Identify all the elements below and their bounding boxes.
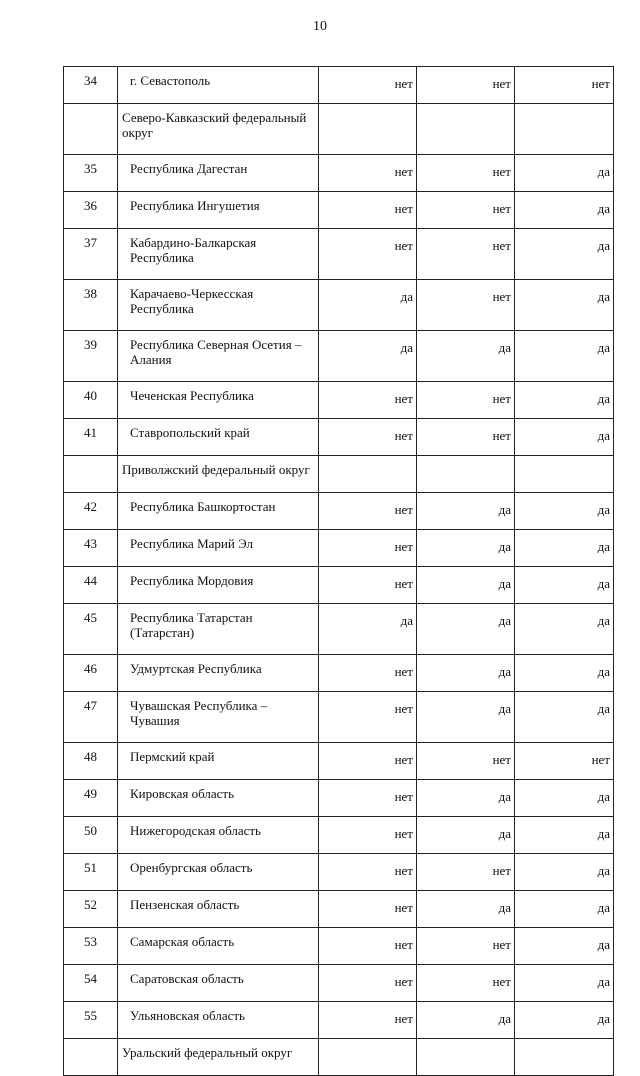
value-cell-1: нет <box>319 1002 417 1039</box>
table-row <box>64 155 614 192</box>
table-row <box>64 965 614 1002</box>
value-cell-3: да <box>515 780 614 817</box>
value-cell-1: да <box>319 280 417 331</box>
region-name-cell: Ставропольский край <box>118 419 319 456</box>
table-row <box>64 419 614 456</box>
value-cell-1: нет <box>319 692 417 743</box>
region-name-cell: Республика Башкортостан <box>118 493 319 530</box>
value-cell-1: нет <box>319 965 417 1002</box>
row-number-cell: 51 <box>64 854 118 891</box>
row-number-cell: 39 <box>64 331 118 382</box>
region-name-cell: Республика Северная Осетия – Алания <box>118 331 319 382</box>
value-cell-3: да <box>515 382 614 419</box>
region-name-cell: Саратовская область <box>118 965 319 1002</box>
table-row <box>64 817 614 854</box>
table-row <box>64 1002 614 1039</box>
value-cell-1: нет <box>319 817 417 854</box>
district-name-cell: Уральский федеральный округ <box>118 1039 319 1076</box>
value-cell-1: нет <box>319 743 417 780</box>
value-cell-2: да <box>417 692 515 743</box>
value-cell-2: да <box>417 817 515 854</box>
value-cell <box>515 104 614 155</box>
value-cell-3: нет <box>515 743 614 780</box>
row-number-cell: 55 <box>64 1002 118 1039</box>
region-name-cell: Карачаево-Черкесская Республика <box>118 280 319 331</box>
row-number-cell: 37 <box>64 229 118 280</box>
region-name-cell: Удмуртская Республика <box>118 655 319 692</box>
region-name-cell: Нижегородская область <box>118 817 319 854</box>
district-header-row <box>64 1039 614 1076</box>
value-cell <box>417 1039 515 1076</box>
value-cell-1: нет <box>319 928 417 965</box>
region-name-cell: Ульяновская область <box>118 1002 319 1039</box>
value-cell-2: нет <box>417 155 515 192</box>
region-name-cell: Кабардино-Балкарская Республика <box>118 229 319 280</box>
region-name-cell: Республика Марий Эл <box>118 530 319 567</box>
value-cell-3: да <box>515 155 614 192</box>
district-header-row <box>64 456 614 493</box>
table-row <box>64 67 614 104</box>
table-row <box>64 854 614 891</box>
value-cell-3: да <box>515 1002 614 1039</box>
value-cell-1: нет <box>319 67 417 104</box>
value-cell-2: да <box>417 493 515 530</box>
value-cell-1: нет <box>319 854 417 891</box>
row-number-cell: 40 <box>64 382 118 419</box>
row-number-cell: 50 <box>64 817 118 854</box>
table-row <box>64 692 614 743</box>
region-name-cell: Чувашская Республика – Чувашия <box>118 692 319 743</box>
region-name-cell: Чеченская Республика <box>118 382 319 419</box>
value-cell-3: да <box>515 229 614 280</box>
value-cell-3: нет <box>515 67 614 104</box>
value-cell-2: нет <box>417 192 515 229</box>
value-cell-3: да <box>515 817 614 854</box>
district-header-row <box>64 104 614 155</box>
value-cell-2: да <box>417 530 515 567</box>
value-cell-3: да <box>515 604 614 655</box>
value-cell-2: нет <box>417 928 515 965</box>
row-number-cell: 44 <box>64 567 118 604</box>
value-cell <box>319 456 417 493</box>
value-cell <box>417 456 515 493</box>
value-cell-2: нет <box>417 67 515 104</box>
row-number-cell: 35 <box>64 155 118 192</box>
value-cell-2: да <box>417 655 515 692</box>
value-cell-3: да <box>515 530 614 567</box>
value-cell-3: да <box>515 928 614 965</box>
value-cell-1: нет <box>319 155 417 192</box>
row-number-cell: 38 <box>64 280 118 331</box>
value-cell-1: нет <box>319 382 417 419</box>
value-cell-3: да <box>515 965 614 1002</box>
value-cell-1: нет <box>319 891 417 928</box>
value-cell-2: нет <box>417 854 515 891</box>
value-cell-1: нет <box>319 780 417 817</box>
row-number-cell: 43 <box>64 530 118 567</box>
row-number-cell: 36 <box>64 192 118 229</box>
value-cell-1: нет <box>319 530 417 567</box>
region-name-cell: Пермский край <box>118 743 319 780</box>
value-cell-2: да <box>417 604 515 655</box>
value-cell-2: нет <box>417 382 515 419</box>
value-cell-1: нет <box>319 192 417 229</box>
table-row <box>64 331 614 382</box>
table-row <box>64 743 614 780</box>
value-cell-3: да <box>515 493 614 530</box>
value-cell-1: да <box>319 331 417 382</box>
value-cell-3: да <box>515 280 614 331</box>
value-cell-3: да <box>515 331 614 382</box>
value-cell-1: нет <box>319 655 417 692</box>
region-name-cell: Республика Дагестан <box>118 155 319 192</box>
row-number-cell: 34 <box>64 67 118 104</box>
value-cell-3: да <box>515 692 614 743</box>
value-cell-3: да <box>515 419 614 456</box>
table-row <box>64 567 614 604</box>
number-cell <box>64 1039 118 1076</box>
region-name-cell: Пензенская область <box>118 891 319 928</box>
district-name-cell: Приволжский федеральный округ <box>118 456 319 493</box>
row-number-cell: 54 <box>64 965 118 1002</box>
table-row <box>64 493 614 530</box>
table-row <box>64 192 614 229</box>
region-name-cell: Республика Мордовия <box>118 567 319 604</box>
value-cell-2: нет <box>417 280 515 331</box>
value-cell <box>417 104 515 155</box>
value-cell <box>515 1039 614 1076</box>
row-number-cell: 41 <box>64 419 118 456</box>
value-cell-3: да <box>515 655 614 692</box>
page-number: 10 <box>313 19 327 34</box>
table-row <box>64 280 614 331</box>
table-row <box>64 655 614 692</box>
value-cell-1: нет <box>319 229 417 280</box>
row-number-cell: 49 <box>64 780 118 817</box>
region-name-cell: Самарская область <box>118 928 319 965</box>
regions-table <box>63 66 614 1076</box>
value-cell-2: да <box>417 780 515 817</box>
value-cell-2: да <box>417 331 515 382</box>
value-cell-2: да <box>417 891 515 928</box>
number-cell <box>64 104 118 155</box>
table-row <box>64 382 614 419</box>
table-row <box>64 780 614 817</box>
row-number-cell: 48 <box>64 743 118 780</box>
value-cell-2: нет <box>417 965 515 1002</box>
region-name-cell: Оренбургская область <box>118 854 319 891</box>
value-cell-3: да <box>515 854 614 891</box>
row-number-cell: 45 <box>64 604 118 655</box>
value-cell <box>319 1039 417 1076</box>
value-cell-3: да <box>515 891 614 928</box>
value-cell-3: да <box>515 567 614 604</box>
row-number-cell: 53 <box>64 928 118 965</box>
district-name-cell: Северо-Кавказский федеральный округ <box>118 104 319 155</box>
value-cell-2: да <box>417 567 515 604</box>
table-row <box>64 928 614 965</box>
table-row <box>64 891 614 928</box>
row-number-cell: 46 <box>64 655 118 692</box>
value-cell-1: нет <box>319 493 417 530</box>
row-number-cell: 52 <box>64 891 118 928</box>
row-number-cell: 42 <box>64 493 118 530</box>
value-cell-2: нет <box>417 419 515 456</box>
value-cell-2: нет <box>417 743 515 780</box>
row-number-cell: 47 <box>64 692 118 743</box>
table-row <box>64 530 614 567</box>
value-cell-1: нет <box>319 419 417 456</box>
region-name-cell: Республика Татарстан (Татарстан) <box>118 604 319 655</box>
region-name-cell: Республика Ингушетия <box>118 192 319 229</box>
region-name-cell: Кировская область <box>118 780 319 817</box>
value-cell <box>319 104 417 155</box>
value-cell-1: нет <box>319 567 417 604</box>
number-cell <box>64 456 118 493</box>
region-name-cell: г. Севастополь <box>118 67 319 104</box>
table-row <box>64 604 614 655</box>
value-cell <box>515 456 614 493</box>
value-cell-1: да <box>319 604 417 655</box>
value-cell-2: да <box>417 1002 515 1039</box>
value-cell-3: да <box>515 192 614 229</box>
table-row <box>64 229 614 280</box>
value-cell-2: нет <box>417 229 515 280</box>
